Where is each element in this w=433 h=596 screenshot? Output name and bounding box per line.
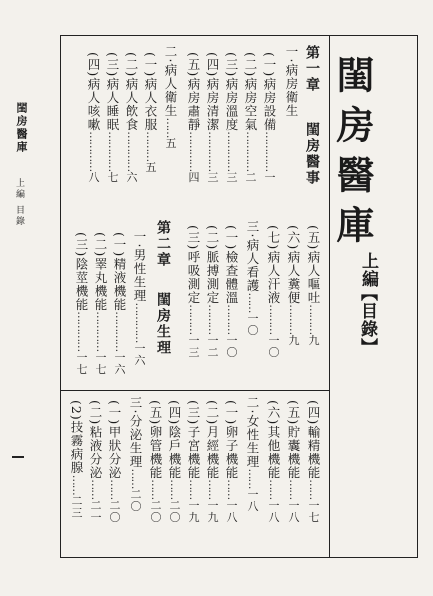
- leader-dots: …………: [206, 131, 219, 172]
- toc-label: 一‧男性生理: [132, 230, 147, 303]
- toc-section-1[interactable]: [284, 45, 300, 117]
- leader-dots: ……: [287, 479, 300, 500]
- toc-label: (二)粘液分泌: [88, 400, 103, 480]
- page-number: 六: [125, 171, 138, 184]
- page-number: 二〇: [149, 499, 162, 524]
- toc-section-4[interactable]: [132, 230, 148, 366]
- page-number: 一九: [187, 499, 200, 524]
- toc-label: 二‧病人衛生: [163, 45, 178, 118]
- leader-dots: ……: [149, 479, 162, 500]
- toc-label: (三)子宮機能: [186, 400, 201, 480]
- toc-entry[interactable]: [205, 52, 221, 183]
- page-number: 九: [287, 334, 300, 347]
- leader-dots: ……: [168, 479, 181, 500]
- leader-dots: ………: [225, 304, 238, 335]
- toc-entry[interactable]: [124, 52, 140, 183]
- toc-label: (三)呼吸測定: [186, 225, 201, 305]
- toc-entry[interactable]: [306, 400, 322, 523]
- chapter-2-number: 第二章: [155, 220, 171, 268]
- leader-dots: ……: [307, 479, 320, 500]
- page-number: 九: [307, 334, 320, 347]
- page-number: 一八: [287, 499, 300, 524]
- toc-entry[interactable]: [74, 232, 90, 375]
- toc-entry[interactable]: [205, 400, 221, 523]
- toc-label: (四)病人咳嗽: [86, 52, 101, 132]
- toc-entry[interactable]: [224, 400, 240, 523]
- page-number: 一〇: [225, 334, 238, 359]
- leader-dots: …………: [113, 311, 126, 352]
- toc-label: (二)脈搏測定: [205, 225, 220, 305]
- leader-dots: ……: [246, 468, 259, 489]
- toc-label: 三‧病人看護: [245, 220, 260, 293]
- page-number: 二〇: [129, 488, 142, 513]
- leader-dots: ……: [246, 292, 259, 313]
- leader-dots: ……: [129, 468, 142, 489]
- leader-dots: ……: [89, 479, 102, 500]
- leader-dots: …………: [187, 131, 200, 172]
- toc-entry[interactable]: [69, 400, 85, 519]
- leader-dots: ……: [70, 474, 83, 495]
- toc-label: (二)病房空氣: [243, 52, 258, 132]
- page-number: 二三: [70, 494, 83, 519]
- leader-dots: …………: [87, 131, 100, 172]
- volume-label: 上編: [358, 252, 378, 288]
- toc-entry[interactable]: [224, 52, 240, 183]
- page-number: 一七: [94, 351, 107, 376]
- leader-dots: …………: [94, 311, 107, 352]
- toc-entry[interactable]: [112, 232, 128, 375]
- toc-label: (一)病房設備: [262, 52, 277, 132]
- toc-entry[interactable]: [88, 400, 104, 523]
- toc-entry[interactable]: [93, 232, 109, 375]
- toc-label: (一)檢查體溫: [224, 225, 239, 305]
- toc-label: (二)月經機能: [205, 400, 220, 480]
- toc-entry[interactable]: [148, 400, 164, 523]
- page-number: 三: [206, 171, 219, 184]
- toc-label: (七)病人汗液: [266, 225, 281, 305]
- toc-label: (五)貯囊機能: [286, 400, 301, 480]
- toc-entry[interactable]: [266, 225, 282, 358]
- page-number: 四: [187, 171, 200, 184]
- toc-entry[interactable]: [86, 52, 102, 183]
- toc-label: (三)病人睡眠: [105, 52, 120, 132]
- page-number: 三: [225, 171, 238, 184]
- toc-entry[interactable]: [186, 400, 202, 523]
- leader-dots: …………: [75, 311, 88, 352]
- page-number: 二: [244, 171, 257, 184]
- toc-section-5[interactable]: [245, 396, 261, 512]
- leader-dots: ………: [287, 304, 300, 335]
- toc-entry[interactable]: [186, 225, 202, 358]
- page-number: 一七: [307, 499, 320, 524]
- page-number: 一: [263, 171, 276, 184]
- toc-entry[interactable]: [167, 400, 183, 523]
- leader-dots: ……: [108, 479, 121, 500]
- page-number: 一六: [133, 342, 146, 367]
- book-title: 閨房醫庫: [330, 55, 375, 255]
- toc-label: (六)其他機能: [266, 400, 281, 480]
- toc-section-2[interactable]: [163, 45, 179, 149]
- leader-dots: …………: [133, 302, 146, 343]
- toc-label: (四)輸精機能: [306, 400, 321, 480]
- leader-dots: ………: [267, 304, 280, 335]
- chapter-1-number: 第一章: [304, 45, 320, 93]
- page-number: 一九: [206, 499, 219, 524]
- toc-label: (四)陰戶機能: [167, 400, 182, 480]
- toc-label: (一)卵子機能: [224, 400, 239, 480]
- page-number: 一二: [206, 334, 219, 359]
- section-label: 【目錄】: [357, 284, 377, 356]
- section-divider: [60, 390, 329, 391]
- page-number: 五: [144, 161, 157, 174]
- toc-label: 三‧分泌生理: [128, 396, 143, 469]
- leader-dots: …………: [263, 131, 276, 172]
- toc-label: (五)卵管機能: [148, 400, 163, 480]
- page-number: 五: [164, 137, 177, 150]
- page-number: 二〇: [168, 499, 181, 524]
- leader-dots: ……: [225, 479, 238, 500]
- toc-label: (四)病房清潔: [205, 52, 220, 132]
- page-number: 一八: [225, 499, 238, 524]
- toc-section-3[interactable]: [245, 220, 261, 336]
- leader-dots: ……: [164, 117, 177, 138]
- toc-label: (一)甲狀分泌: [107, 400, 122, 480]
- toc-label: (一)精液機能: [112, 232, 127, 312]
- toc-entry[interactable]: [205, 225, 221, 358]
- chapter-2-title: 閨房生理: [155, 292, 171, 356]
- leader-dots: ………: [187, 304, 200, 335]
- toc-entry[interactable]: [186, 52, 202, 183]
- toc-label: (五)病人嘔吐: [306, 225, 321, 305]
- leader-dots: ……: [206, 479, 219, 500]
- page-number: 一三: [187, 334, 200, 359]
- toc-label: (2)技霧病腺: [69, 400, 84, 475]
- leader-dots: …………: [225, 131, 238, 172]
- page-number: 一〇: [246, 312, 259, 337]
- toc-entry[interactable]: [286, 400, 302, 523]
- toc-section-6[interactable]: [128, 396, 144, 512]
- toc-label: (一)病人衣服: [143, 52, 158, 132]
- toc-entry[interactable]: [306, 225, 322, 346]
- page-number: 一七: [75, 351, 88, 376]
- leader-dots: ………: [307, 304, 320, 335]
- toc-entry[interactable]: [262, 52, 278, 183]
- toc-label: (六)病人糞便: [286, 225, 301, 305]
- page-number: 一〇: [267, 334, 280, 359]
- margin-running-title: 閨房醫庫: [15, 102, 28, 154]
- toc-entry[interactable]: [266, 400, 282, 523]
- toc-entry[interactable]: [286, 225, 302, 346]
- toc-label: (三)陰莖機能: [74, 232, 89, 312]
- page-number: 一八: [267, 499, 280, 524]
- leader-dots: ………: [206, 304, 219, 335]
- margin-running-subtitle: 上編 目錄: [14, 178, 24, 227]
- page-number: 七: [106, 171, 119, 184]
- page-number: 一八: [246, 488, 259, 513]
- toc-label: 一‧病房衛生: [284, 45, 299, 118]
- page-number: 一六: [113, 351, 126, 376]
- leader-dots: ………: [144, 131, 157, 162]
- toc-entry[interactable]: [243, 52, 259, 183]
- toc-label: (二)睪丸機能: [93, 232, 108, 312]
- page-number: 二一: [89, 499, 102, 524]
- toc-label: (五)病房肅靜: [186, 52, 201, 132]
- page-marker: [12, 456, 24, 458]
- leader-dots: …………: [244, 131, 257, 172]
- toc-entry[interactable]: [105, 52, 121, 183]
- page-number: 八: [87, 171, 100, 184]
- leader-dots: ……: [187, 479, 200, 500]
- leader-dots: ……: [267, 479, 280, 500]
- leader-dots: …………: [106, 131, 119, 172]
- toc-entry[interactable]: [224, 225, 240, 358]
- toc-entry[interactable]: [143, 52, 159, 173]
- leader-dots: …………: [125, 131, 138, 172]
- toc-label: (二)病人飲食: [124, 52, 139, 132]
- toc-label: 二‧女性生理: [245, 396, 260, 469]
- toc-label: (三)病房溫度: [224, 52, 239, 132]
- chapter-1-title: 閨房醫事: [304, 122, 320, 186]
- page-number: 二〇: [108, 499, 121, 524]
- toc-entry[interactable]: [107, 400, 123, 523]
